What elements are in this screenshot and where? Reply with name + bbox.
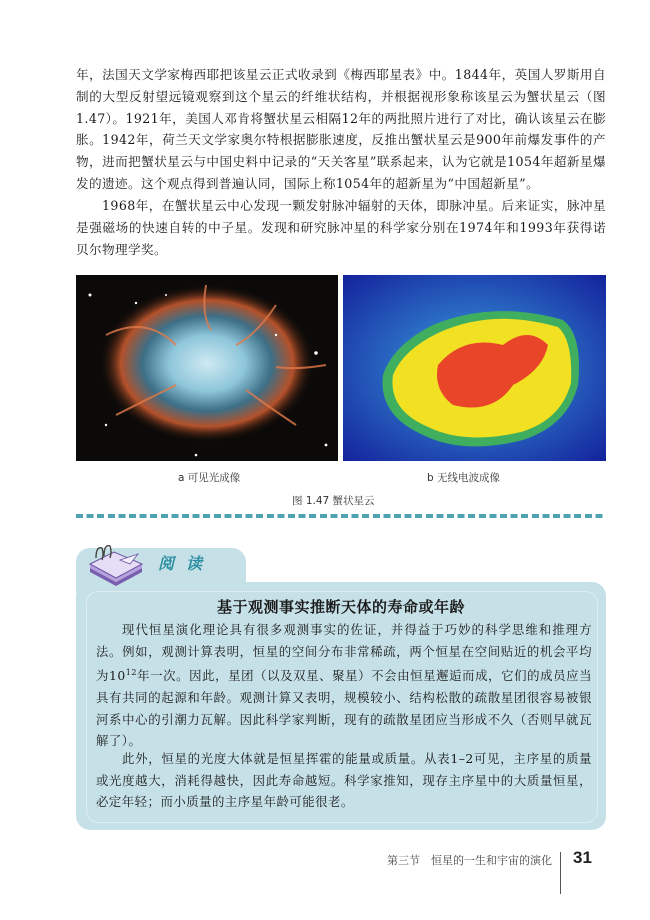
footer-rule <box>560 852 561 894</box>
image-radio-wave-crab-nebula <box>343 275 606 461</box>
body-paragraph-pulsar: 1968年，在蟹状星云中心发现一颗发射脉冲辐射的天体，即脉冲星。后来证实，脉冲星是强磁场的快速自转的中子星。发现和研究脉冲星的科学家分别在1974年和1993年获得诺贝尔物理学奖。 <box>76 198 606 257</box>
caption-b: b 无线电波成像 <box>427 472 501 484</box>
dashed-divider <box>76 514 606 518</box>
reading-tab-label: 阅读 <box>158 554 215 573</box>
image-visible-light-crab-nebula <box>76 275 338 461</box>
figure-crab-nebula <box>76 275 606 461</box>
notebook-icon <box>86 540 146 590</box>
reading-paragraph-2: 此外，恒星的光度大体就是恒星挥霍的能量或质量。从表1–2可见，主序星的质量或光度越大，消耗得越快，因此寿命越短。科学家推知，现存主序星中的大质量恒星，必定年轻；而小质量的主序星年龄可能很老。 <box>96 751 592 810</box>
caption-a: a 可见光成像 <box>178 472 241 484</box>
body-paragraph-history: 年，法国天文学家梅西耶把该星云正式收录到《梅西耶星表》中。1844年，英国人罗斯用自制的大型反射望远镜观察到这个星云的纤维状结构，并根据视形象称该星云为蟹状星云（图1.47）。1921年，美国人邓肯将蟹状星云相隔12年的两批照片进行了对比，确认该星云在膨胀。1942年，荷兰天文学家奥尔特根据膨胀速度，反推出蟹状星云是900年前爆发事件的产物，进而把蟹状星云与中国史料中记录的“天关客星”联系起来，认为它就是1054年超新星爆发的遗迹。这个观点得到普遍认同，国际上称1054年的超新星为“中国超新星”。 <box>76 67 606 191</box>
figure-title: 图 1.47 蟹状星云 <box>292 495 375 507</box>
footer-section-title: 第三节 恒星的一生和宇宙的演化 <box>387 854 552 867</box>
page-number: 31 <box>573 848 592 867</box>
reading-paragraph-1: 现代恒星演化理论具有很多观测事实的佐证，并得益于巧妙的科学思维和推理方法。例如，观测计算表明，恒星的空间分布非常稀疏，两个恒星在空间贴近的机会平均为$10^{12}$年一次。因此，星团（以及双星、聚星）不会由恒星邂逅而成，它们的成员应当具有共同的起源和年龄。观测计算又表明，规模较小、结构松散的疏散星团很容易被银河系中心的引潮力瓦解。因此科学家判断，现有的疏散星团应当形成不久（否则早就瓦解了）。 <box>96 622 592 749</box>
reading-title: 基于观测事实推断天体的寿命或年龄 <box>216 598 465 616</box>
